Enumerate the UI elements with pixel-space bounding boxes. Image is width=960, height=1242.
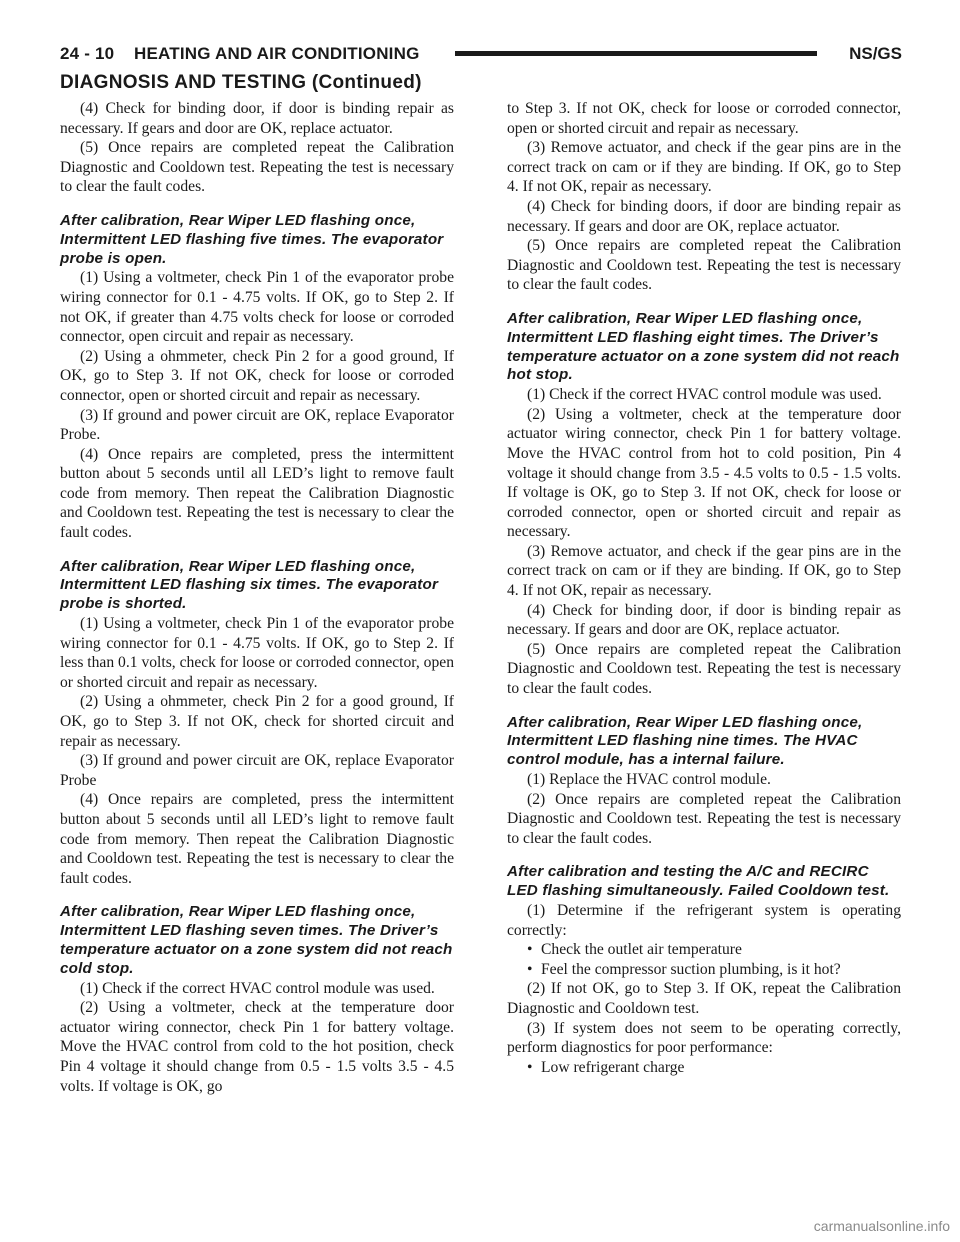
step-paragraph: (1) Using a voltmeter, check Pin 1 of the evaporator probe wiring connector for 0.1 - 4.75 volts. If OK, go to Step 2. If less than 0.1 volts, check for loose or corroded connector, open or shorted circuit and repair as necessary.	[60, 615, 454, 691]
step-paragraph: (5) Once repairs are completed repeat the Calibration Diagnostic and Cooldown test. Repeating the test is necessary to clear the fault codes.	[60, 139, 454, 196]
header-title	[60, 44, 420, 64]
bullet-item	[527, 1058, 901, 1078]
fault-heading: After calibration, Rear Wiper LED flashing once, Intermittent LED flashing six times. The evaporator probe is shorted.	[60, 557, 439, 613]
right-column	[507, 99, 901, 1077]
left-column	[60, 99, 454, 1096]
chapter-title: HEATING AND AIR CONDITIONING	[134, 44, 420, 63]
fault-heading: After calibration and testing the A/C and RECIRC LED flashing simultaneously. Failed Cooldown test.	[507, 863, 890, 900]
step-paragraph: (2) Once repairs are completed repeat the Calibration Diagnostic and Cooldown test. Repeating the test is necessary to clear the fault codes.	[507, 790, 901, 847]
step-paragraph: (4) Check for binding doors, if door are binding repair as necessary. If gears and door are OK, replace actuator.	[507, 197, 901, 235]
step-paragraph: (4) Check for binding door, if door is binding repair as necessary. If gears and door are OK, replace actuator.	[507, 601, 901, 639]
step-paragraph: (1) Determine if the refrigerant system is operating correctly:	[507, 901, 901, 939]
fault-heading: After calibration, Rear Wiper LED flashing once, Intermittent LED flashing nine times. The HVAC control module, has a internal failure.	[507, 713, 863, 769]
section-title: DIAGNOSIS AND TESTING (Continued)	[60, 72, 422, 93]
step-paragraph: (4) Once repairs are completed, press the intermittent button about 5 seconds until all LED’s light to remove fault code from memory. Then repeat the Calibration Diagnostic and Cooldown test. Repeating the test is necessary to clear the fault codes.	[60, 791, 454, 887]
model-code: NS/GS	[849, 44, 902, 63]
step-paragraph: (3) Remove actuator, and check if the gear pins are in the correct track on cam or if they are binding. If OK, go to Step 4. If not OK, repair as necessary.	[507, 542, 901, 600]
step-paragraph: (2) Using a ohmmeter, check Pin 2 for a good ground, If OK, go to Step 3. If not OK, check for shorted circuit and repair as necessary.	[60, 693, 454, 750]
step-paragraph: (3) If ground and power circuit are OK, replace Evaporator Probe.	[60, 406, 454, 444]
bullet-text: Low refrigerant charge	[541, 1058, 685, 1076]
step-paragraph: (2) If not OK, go to Step 3. If OK, repeat the Calibration Diagnostic and Cooldown test.	[507, 980, 901, 1017]
step-paragraph: (3) Remove actuator, and check if the gear pins are in the correct track on cam or if they are binding. If OK, go to Step 4. If not OK, repair as necessary.	[507, 139, 901, 196]
step-paragraph: (3) If system does not seem to be operating correctly, perform diagnostics for poor performance:	[507, 1019, 901, 1057]
bullet-item	[527, 960, 901, 980]
bullet-icon: •	[527, 1058, 533, 1076]
page-header	[60, 44, 902, 74]
fault-heading: After calibration, Rear Wiper LED flashing once, Intermittent LED flashing five times. The evaporator probe is open.	[60, 211, 444, 267]
step-paragraph: (4) Check for binding door, if door is binding repair as necessary. If gears and door are OK, replace actuator.	[60, 100, 454, 137]
step-paragraph: (2) Using a ohmmeter, check Pin 2 for a good ground, If OK, go to Step 3. If not OK, check for loose or corroded connector, open or shorted circuit and repair as necessary.	[60, 347, 454, 404]
bullet-icon: •	[527, 960, 533, 978]
page-number: 24 - 10	[60, 44, 115, 63]
step-paragraph: (4) Once repairs are completed, press the intermittent button about 5 seconds until all LED’s light to remove fault code from memory. Then repeat the Calibration Diagnostic and Cooldown test. Repeating the test is necessary to clear the fault codes.	[60, 445, 454, 542]
step-paragraph: (2) Using a voltmeter, check at the temperature door actuator wiring connector, check Pin 1 for battery voltage. Move the HVAC control from hot to cold position, Pin 4 voltage it should change from 3.5 - 4.5 volts to 0.5 - 1.5 volts. If voltage is OK, go to Step 3. If not OK, check for loose or corroded connector, open or shorted circuit and repair as necessary.	[507, 405, 901, 541]
bullet-text: Check the outlet air temperature	[541, 941, 742, 959]
step-paragraph: (5) Once repairs are completed repeat the Calibration Diagnostic and Cooldown test. Repeating the test is necessary to clear the fault codes.	[507, 237, 901, 294]
step-paragraph: (1) Replace the HVAC control module.	[527, 771, 771, 789]
step-paragraph: (2) Using a voltmeter, check at the temperature door actuator wiring connector, check Pin 1 for battery voltage. Move the HVAC control from cold to the hot position, check Pin 4 voltage it should change from 0.5 - 1.5 volts 3.5 - 4.5 volts. If voltage is OK, go	[60, 999, 454, 1095]
bullet-list	[507, 1058, 901, 1078]
step-paragraph: (3) If ground and power circuit are OK, replace Evaporator Probe	[60, 752, 454, 789]
step-paragraph: to Step 3. If not OK, check for loose or corroded connector, open or shorted circuit and repair as necessary.	[507, 100, 901, 137]
fault-heading: After calibration, Rear Wiper LED flashing once, Intermittent LED flashing seven times. The Driver’s temperature actuator on a zone system did not reach cold stop.	[60, 903, 453, 977]
step-paragraph: (1) Check if the correct HVAC control module was used.	[527, 386, 882, 404]
fault-heading: After calibration, Rear Wiper LED flashing once, Intermittent LED flashing eight times. The Driver’s temperature actuator on a zone system did not reach hot stop.	[507, 309, 900, 384]
bullet-item	[527, 940, 901, 960]
bullet-icon: •	[527, 941, 533, 959]
bullet-list	[507, 940, 901, 979]
header-rule	[455, 51, 817, 56]
watermark: carmanualsonline.info	[813, 1218, 950, 1234]
step-paragraph: (1) Using a voltmeter, check Pin 1 of the evaporator probe wiring connector for 0.1 - 4.75 volts. If OK, go to Step 2. If not OK, if greater than 4.75 volts check for loose or corroded connector, open circuit and repair as necessary.	[60, 269, 454, 346]
step-paragraph: (5) Once repairs are completed repeat the Calibration Diagnostic and Cooldown test. Repeating the test is necessary to clear the fault codes.	[507, 640, 901, 698]
step-paragraph: (1) Check if the correct HVAC control module was used.	[80, 979, 435, 997]
bullet-text: Feel the compressor suction plumbing, is it hot?	[541, 960, 841, 978]
